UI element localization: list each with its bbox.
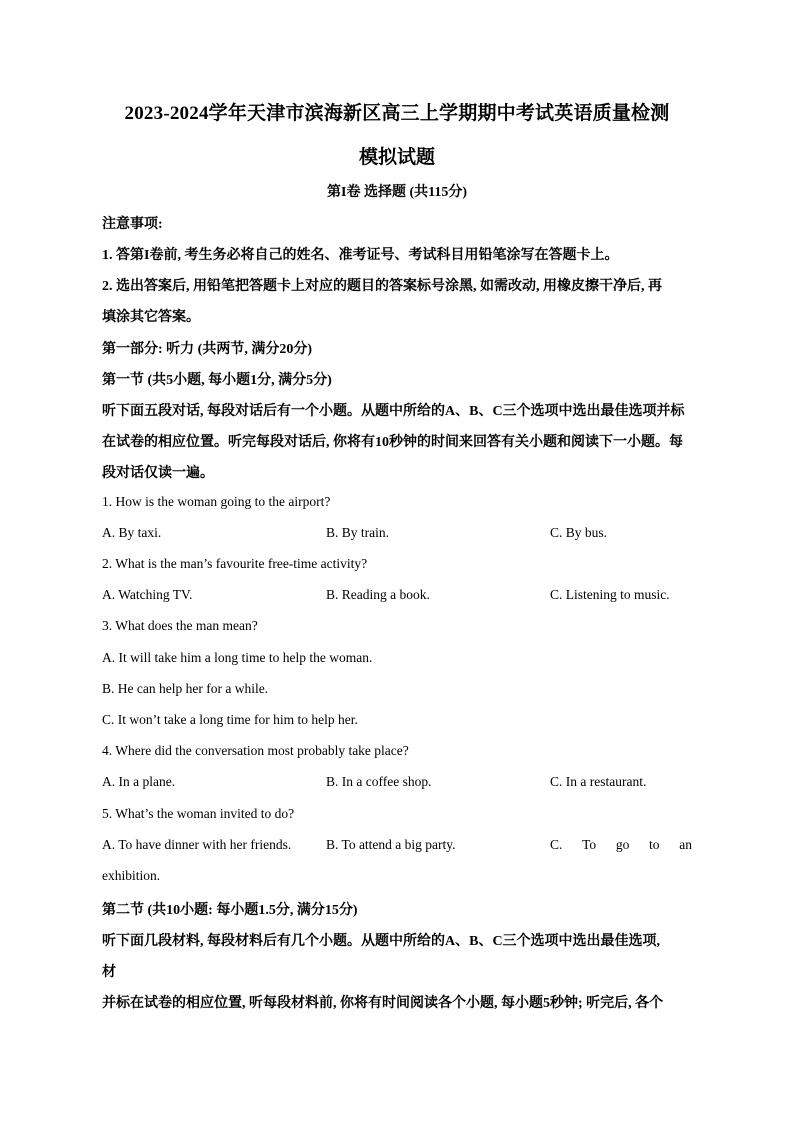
question-2-stem: 2. What is the man’s favourite free-time activity? [102, 556, 368, 571]
question-4-stem: 4. Where did the conversation most probably take place? [102, 743, 409, 758]
question-2-option-a: A. Watching TV. [102, 587, 193, 602]
option-word: to [649, 837, 660, 852]
question-4-option-a: A. In a plane. [102, 774, 176, 789]
question-5-option-b: B. To attend a big party. [326, 837, 456, 852]
section1-instruction-3: 段对话仅读一遍。 [102, 466, 214, 481]
question-1-option-b: B. By train. [326, 525, 389, 540]
notice-item-2-cont: 填涂其它答案。 [102, 310, 200, 325]
question-3-option-b: B. He can help her for a while. [102, 681, 269, 696]
part1-heading: 第一部分: 听力 (共两节, 满分20分) [102, 342, 312, 357]
question-5-stem: 5. What’s the woman invited to do? [102, 806, 295, 821]
section1-instruction-2: 在试卷的相应位置。听完每段对话后, 你将有10秒钟的时间来回答有关小题和阅读下一小题。每 [102, 435, 683, 450]
question-2-option-c: C. Listening to music. [550, 587, 670, 602]
option-word: C. [550, 837, 563, 852]
volume-subtitle: 第I卷 选择题 (共115分) [327, 185, 467, 200]
notice-item-1: 1. 答第I卷前, 考生务必将自己的姓名、准考证号、考试科目用铅笔涂写在答题卡上。 [102, 248, 619, 263]
question-4-option-c: C. In a restaurant. [550, 774, 647, 789]
notice-item-2: 2. 选出答案后, 用铅笔把答题卡上对应的题目的答案标号涂黑, 如需改动, 用橡皮擦干净后, 再 [102, 279, 662, 294]
question-2-option-b: B. Reading a book. [326, 587, 430, 602]
section2-instruction: 听下面几段材料, 每段材料后有几个小题。从题中所给的A、B、C三个选项中选出最佳选项, [102, 934, 661, 949]
question-3-option-a: A. It will take him a long time to help the woman. [102, 650, 373, 665]
question-1-stem: 1. How is the woman going to the airport? [102, 494, 331, 509]
section1-heading: 第一节 (共5小题, 每小题1分, 满分5分) [102, 373, 332, 388]
question-4-option-b: B. In a coffee shop. [326, 774, 432, 789]
option-word: an [679, 837, 692, 852]
section2-instruction-2: 材 [102, 965, 116, 980]
question-3-option-c: C. It won’t take a long time for him to help her. [102, 712, 358, 727]
notice-heading: 注意事项: [102, 217, 163, 232]
question-3-stem: 3. What does the man mean? [102, 618, 258, 633]
question-1-option-a: A. By taxi. [102, 525, 162, 540]
option-word: To [582, 837, 597, 852]
question-5-option-a: A. To have dinner with her friends. [102, 837, 292, 852]
section2-heading: 第二节 (共10小题: 每小题1.5分, 满分15分) [102, 903, 358, 918]
section2-instruction-3: 并标在试卷的相应位置, 听每段材料前, 你将有时间阅读各个小题, 每小题5秒钟; 听完后, 各个 [102, 996, 664, 1011]
question-1-option-c: C. By bus. [550, 525, 608, 540]
question-5-option-c [550, 837, 692, 853]
question-5-option-c-cont: exhibition. [102, 868, 161, 883]
section1-instruction: 听下面五段对话, 每段对话后有一个小题。从题中所给的A、B、C三个选项中选出最佳选项并标 [102, 404, 685, 419]
document-title: 2023-2024学年天津市滨海新区高三上学期期中考试英语质量检测 [124, 103, 670, 124]
document-title-line2: 模拟试题 [358, 147, 435, 168]
option-word: go [615, 837, 630, 852]
